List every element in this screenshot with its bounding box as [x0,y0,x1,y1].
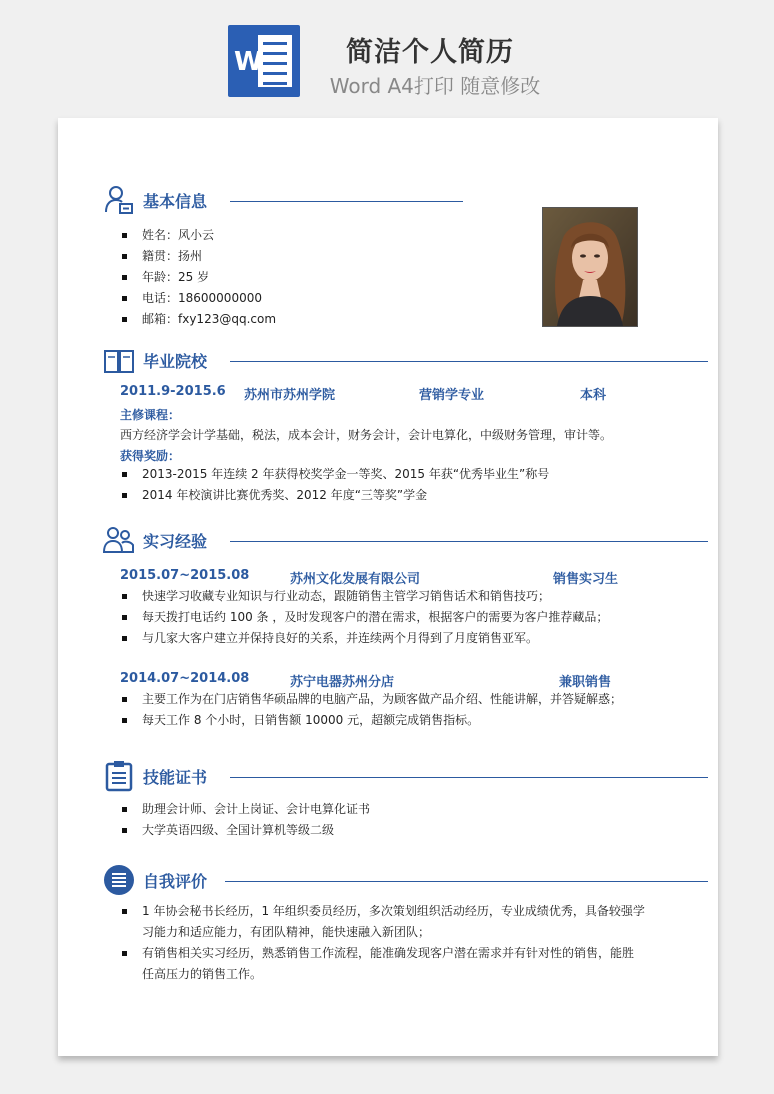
job-company: 苏宁电器苏州分店 [290,675,395,690]
education-period: 2011.9-2015.6 [120,384,226,399]
section-divider [230,361,708,362]
list-item: 有销售相关实习经历，熟悉销售工作流程，能准确发现客户潜在需求并有针对性的销售，能胜 任高压力的销售工作。 [120,943,645,985]
section-divider [230,541,708,542]
section-title: 自我评价 [143,872,208,891]
section-title: 基本信息 [143,192,208,211]
section-self-evaluation [103,864,663,898]
section-internship [103,524,663,558]
self-evaluation-list [120,901,645,985]
section-title: 实习经验 [143,532,208,551]
section-basic-info [103,184,463,218]
list-item: 姓名：风小云 [120,225,276,246]
list-item: 每天工作 8 个小时，日销售额 10000 元，超额完成销售指标。 [120,710,622,731]
school-degree: 本科 [580,388,607,403]
section-title: 毕业院校 [143,352,208,371]
list-item: 年龄：25 岁 [120,267,276,288]
section-divider [230,201,463,202]
job-period: 2014.07~2014.08 [120,671,250,686]
job-company: 苏州文化发展有限公司 [290,572,421,587]
list-item: 每天拨打电话约 100 条 ，及时发现客户的潜在需求，根据客户的需要为客户推荐藏品； [120,607,608,628]
job-role: 兼职销售 [559,675,612,690]
page-header [0,0,774,110]
list-item: 主要工作为在门店销售华硕品牌的电脑产品，为顾客做产品介绍、性能讲解，并答疑解惑； [120,689,622,710]
school-major: 营销学专业 [419,388,485,403]
clipboard-icon [103,760,135,792]
job-duties-list [120,586,608,649]
list-item: 大学英语四级、全国计算机等级二级 [120,820,370,841]
awards-label: 获得奖励： [120,449,181,463]
section-education [103,344,663,378]
list-item: 电话：18600000000 [120,288,276,309]
list-item: 2013-2015 年连续 2 年获得校奖学金一等奖、2015 年获“优秀毕业生”称号 [120,464,549,485]
page-subtitle: Word A4打印 随意修改 [329,74,541,98]
list-item: 与几家大客户建立并保持良好的关系，并连续两个月得到了月度销售亚军。 [120,628,608,649]
book-icon [103,344,135,376]
list-item: 邮箱：fxy123@qq.com [120,309,276,330]
list-item: 快速学习收藏专业知识与行业动态，跟随销售主管学习销售话术和销售技巧； [120,586,608,607]
courses-label: 主修课程： [120,408,181,422]
list-item: 1 年协会秘书长经历，1 年组织委员经历，多次策划组织活动经历，专业成绩优秀，具备较强学 习能力和适应能力，有团队精神，能快速融入新团队； [120,901,645,943]
job-duties-list [120,689,622,731]
section-skills [103,760,663,794]
list-item: 2014 年校演讲比赛优秀奖、2012 年度“三等奖”学金 [120,485,549,506]
courses-text: 西方经济学会计学基础，税法，成本会计，财务会计，会计电算化，中级财务管理，审计等。 [120,428,613,442]
skills-list [120,799,370,841]
resume-paper [58,118,718,1056]
list-item: 助理会计师、会计上岗证、会计电算化证书 [120,799,370,820]
section-divider [225,881,708,882]
awards-list [120,464,549,506]
job-period: 2015.07~2015.08 [120,568,250,583]
section-title: 技能证书 [143,768,208,787]
word-app-icon: W [228,25,300,97]
user-card-icon [103,184,135,216]
list-circle-icon [103,864,135,896]
section-divider [230,777,708,778]
school-name: 苏州市苏州学院 [244,388,336,403]
profile-photo [542,207,638,327]
list-item: 籍贯：扬州 [120,246,276,267]
page-title: 简洁个人简历 [346,37,514,68]
basic-info-list [120,225,276,330]
people-icon [103,524,135,556]
job-role: 销售实习生 [553,572,619,587]
